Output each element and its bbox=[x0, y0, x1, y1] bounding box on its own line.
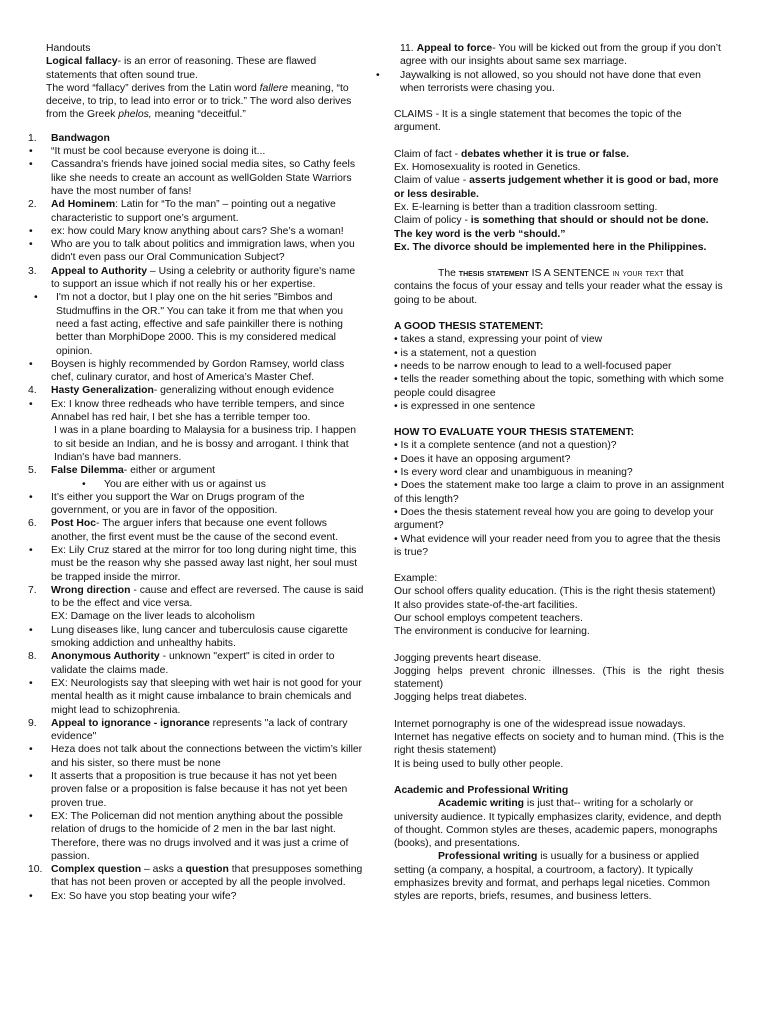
fallacy-title: Post Hoc bbox=[51, 518, 97, 530]
item-number: 3. bbox=[28, 265, 37, 277]
good-thesis-heading: A GOOD THESIS STATEMENT: bbox=[394, 321, 544, 333]
good-thesis-item: • takes a stand, expressing your point of view bbox=[394, 334, 603, 346]
bullet-icon: • bbox=[29, 159, 33, 171]
text: The bbox=[438, 268, 459, 280]
bullet-text: “It must be cool because everyone is doing it... bbox=[51, 146, 266, 158]
example-label: Example: bbox=[394, 573, 438, 585]
claim-label: Claim of value - bbox=[394, 175, 470, 187]
fallacy-definition: represents "a lack of contrary evidence" bbox=[51, 717, 348, 743]
fallacy-definition: - generalizing without enough evidence bbox=[153, 385, 335, 397]
fallacy-item-3 bbox=[28, 265, 365, 292]
fallacy-definition: - cause and effect are reversed. The cause is said to be the effect and vice versa. bbox=[51, 584, 364, 610]
claims-definition: CLAIMS - It is a single statement that becomes the topic of the argument. bbox=[394, 109, 682, 134]
bullet-text: Boysen is highly recommended by Gordon Ramsey, world class chef, culinary curator, and host of America’s Master Chef. bbox=[51, 358, 345, 384]
bullet-text: Lung diseases like, lung cancer and tuberculosis cause cigarette smoking addiction and unhealthy habits. bbox=[51, 624, 348, 650]
evaluate-item: • Does the thesis statement reveal how you are going to develop your argument? bbox=[394, 506, 714, 532]
academic-professional-heading: Academic and Professional Writing bbox=[394, 784, 569, 796]
fallacy-item-8 bbox=[28, 650, 365, 677]
bullet-icon: • bbox=[29, 358, 33, 370]
term: Logical fallacy bbox=[46, 56, 118, 68]
item-number: 4. bbox=[28, 385, 37, 397]
text: that contains the focus of your essay and tells your reader what the essay is going to be about. bbox=[394, 268, 723, 306]
bullet-item bbox=[28, 677, 365, 717]
logical-fallacy-definition bbox=[28, 55, 365, 82]
bullet-item bbox=[28, 624, 365, 651]
item-number: 8. bbox=[28, 651, 37, 663]
fallacy-title: Appeal to force bbox=[416, 43, 493, 54]
fallacy-title: Wrong direction bbox=[51, 584, 131, 596]
bullet-icon: • bbox=[29, 146, 33, 158]
academic-writing-paragraph bbox=[394, 797, 724, 850]
claim-of-fact-example: Ex. Homosexuality is rooted in Genetics. bbox=[394, 162, 581, 174]
example-line: It also provides state-of-the-art facilities. bbox=[394, 599, 578, 611]
fallacy-definition: - either or argument bbox=[123, 465, 216, 477]
fallacy-title: False Dilemma bbox=[51, 465, 124, 477]
example-line: Our school offers quality education. (This is the right thesis statement) bbox=[394, 586, 716, 598]
fallacy-item-10 bbox=[28, 863, 365, 890]
fallacy-item-7 bbox=[28, 584, 365, 611]
handouts-heading: Handouts bbox=[46, 43, 91, 54]
definition-text: - is an error of reasoning. These are flawed statements that often sound true. bbox=[46, 56, 317, 81]
bullet-item bbox=[28, 544, 365, 584]
bullet-text: I'm not a doctor, but I play one on the hit series "Bimbos and Studmuffins in the OR." You can take it from me that when you need a fast acting, effective and safe painkiller there is nothing better than MorphiDope 2000. This is my considered medical opinion. bbox=[56, 292, 344, 357]
bullet-item bbox=[28, 158, 365, 198]
bullet-text: Jaywalking is not allowed, so you should not have done that even when terrorists were chasing you. bbox=[400, 69, 701, 94]
good-thesis-item: • needs to be narrow enough to lead to a well-focused paper bbox=[394, 360, 672, 372]
bullet-item bbox=[376, 69, 724, 96]
evaluate-item: • Is it a complete sentence (and not a question)? bbox=[394, 440, 617, 452]
bullet-text: It’s either you support the War on Drugs program of the government, or you are in favor of the opposition. bbox=[51, 491, 305, 517]
bullet-icon: • bbox=[29, 544, 33, 556]
claim-description: asserts judgement whether it is good or bad, more or less desirable. bbox=[394, 175, 719, 200]
good-thesis-item: • tells the reader something about the topic, something with which some people could disagree bbox=[394, 374, 724, 399]
fallacy-item-1 bbox=[28, 132, 365, 145]
left-column bbox=[28, 42, 365, 903]
text: in your text bbox=[612, 268, 664, 280]
text: The word “fallacy” derives from the Latin word bbox=[46, 82, 260, 94]
fallacy-definition: - The arguer infers that because one event follows another, the first event must be the cause of the second event. bbox=[51, 518, 339, 543]
bullet-icon: • bbox=[34, 292, 38, 304]
fallacy-etymology bbox=[28, 82, 365, 122]
fallacy-definition: that presupposes something that has not been proven or accepted by all the people involved. bbox=[51, 864, 363, 889]
item-number: 5. bbox=[28, 465, 37, 477]
example-line: The environment is conducive for learning. bbox=[394, 626, 590, 638]
claim-of-value-example: Ex. E-learning is better than a tradition classroom setting. bbox=[394, 201, 658, 213]
thesis-statement-definition bbox=[394, 267, 724, 307]
text: IS A SENTENCE bbox=[528, 268, 613, 280]
item-number: 7. bbox=[28, 584, 37, 596]
bullet-text: Heza does not talk about the connections between the victim’s killer and his sister, so there must be none bbox=[51, 744, 363, 769]
bullet-item bbox=[28, 358, 365, 385]
bullet-item bbox=[28, 491, 365, 518]
bullet-text: EX: Neurologists say that sleeping with wet hair is not good for your mental health as it might cause imbalance to brain chemicals and might lead to schizophrenia. bbox=[51, 677, 362, 716]
claim-of-value bbox=[394, 174, 724, 201]
bullet-icon: • bbox=[29, 890, 33, 902]
text: meaning “deceitful.” bbox=[151, 109, 246, 121]
fallacy-definition: - You will be kicked out from the group if you don’t agree with our insights about same sex marriage. bbox=[400, 43, 721, 68]
bullet-text: You are either with us or against us bbox=[104, 478, 266, 490]
fallacy-title: Appeal to ignorance - ignorance bbox=[51, 717, 210, 729]
bullet-item bbox=[28, 398, 365, 425]
fallacy-item-11 bbox=[394, 42, 724, 69]
term: Academic writing bbox=[438, 798, 525, 810]
text: meaning, “to deceive, to trip, to lead into error or to trick.” The word also derives from the Greek bbox=[46, 82, 352, 121]
bullet-text: Cassandra's friends have joined social media sites, so Cathy feels like she needs to create an account as wellGolden State Warriors have the most number of fans! bbox=[51, 159, 356, 197]
term: thesis statement bbox=[458, 268, 529, 280]
item-number: 9. bbox=[28, 717, 37, 729]
example-line: Jogging prevents heart disease. bbox=[394, 652, 542, 664]
professional-writing-paragraph bbox=[394, 850, 724, 903]
claim-label: Claim of fact - bbox=[394, 148, 461, 160]
good-thesis-item: • is a statement, not a question bbox=[394, 347, 537, 359]
bullet-icon: • bbox=[29, 810, 33, 822]
definition-text: is just that-- writing for a scholarly or university audience. It typically emphasizes clarity, evidence, and depth of thought. Common styles are theses, academic papers, monographs (books), and presentations. bbox=[394, 798, 722, 850]
term: Professional writing bbox=[438, 851, 538, 863]
fallacy-title: Anonymous Authority bbox=[51, 651, 160, 663]
bullet-text: Ex: So have you stop beating your wife? bbox=[51, 890, 237, 902]
fallacy-definition: - unknown "expert" is cited in order to validate the claims made. bbox=[51, 651, 335, 676]
fallacy-item-6 bbox=[28, 517, 365, 544]
bullet-icon: • bbox=[29, 677, 33, 689]
bullet-icon: • bbox=[29, 225, 33, 237]
bullet-icon: • bbox=[29, 771, 33, 783]
bullet-icon: • bbox=[29, 239, 33, 251]
fallacy-title: Appeal to Authority bbox=[51, 265, 148, 277]
example-line: Jogging helps treat diabetes. bbox=[394, 692, 527, 704]
item-number: 6. bbox=[28, 518, 37, 530]
bullet-text: Ex: I know three redheads who have terrible tempers, and since Annabel has red hair, I bet she has a terrible temper too. bbox=[51, 398, 345, 424]
bullet-item bbox=[28, 238, 365, 265]
bullet-item bbox=[28, 478, 365, 491]
claim-of-policy bbox=[394, 214, 724, 241]
definition-text: is usually for a business or applied setting (a company, a hospital, a courtroom, a factory). It typically emphasizes brevity and format, and perhaps legal niceties. Common styles are reports, briefs, resumes, and business letters. bbox=[394, 851, 710, 903]
bullet-text: Ex: Lily Cruz stared at the mirror for too long during night time, this must be the reason why she passed away last night, her soul must be trapped inside the mirror. bbox=[51, 544, 358, 583]
fallacy-title: Ad Hominem bbox=[51, 199, 116, 211]
item-number: 1. bbox=[28, 132, 37, 144]
claim-description: is something that should or should not be done. The key word is the verb “should.” bbox=[394, 215, 709, 240]
fallacy-title: Hasty Generalization bbox=[51, 385, 154, 397]
example-line: Internet pornography is one of the widespread issue nowadays. bbox=[394, 718, 686, 730]
claim-of-fact bbox=[394, 148, 724, 161]
fallacy-item-5 bbox=[28, 464, 365, 477]
evaluate-item: • Does it have an opposing argument? bbox=[394, 453, 571, 465]
item-number: 2. bbox=[28, 199, 37, 211]
fallacy-item-9 bbox=[28, 717, 365, 744]
evaluate-item: • What evidence will your reader need from you to agree that the thesis is true? bbox=[394, 533, 721, 558]
bullet-icon: • bbox=[29, 624, 33, 636]
evaluate-thesis-heading: HOW TO EVALUATE YOUR THESIS STATEMENT: bbox=[394, 427, 635, 439]
example-line: It is being used to bully other people. bbox=[394, 758, 564, 770]
bullet-icon: • bbox=[376, 69, 380, 81]
bullet-item bbox=[28, 810, 365, 863]
bullet-item bbox=[28, 743, 365, 770]
bullet-icon: • bbox=[29, 491, 33, 503]
bullet-icon: • bbox=[29, 744, 33, 756]
example-line: Internet has negative effects on society and to human mind. (This is the right thesis statement) bbox=[394, 732, 724, 757]
claim-label: Claim of policy - bbox=[394, 215, 471, 227]
item-number: 11. bbox=[400, 43, 414, 54]
fallacy-title: Complex question bbox=[51, 864, 142, 876]
example-continuation: I was in a plane boarding to Malaysia for a business trip. I happen to sit beside an Indian, and he is bossy and arrogant. I think that Indian's have bad manners. bbox=[54, 425, 357, 463]
evaluate-item: • Does the statement make too large a claim to prove in an assignment of this length? bbox=[394, 480, 724, 505]
fallacy-item-2 bbox=[28, 198, 365, 225]
bullet-icon: • bbox=[82, 478, 86, 490]
right-column bbox=[376, 42, 724, 904]
item-number: 10. bbox=[28, 864, 43, 876]
example-line: Jogging helps prevent chronic illnesses. (This is the right thesis statement) bbox=[394, 665, 724, 691]
example-line: Our school employs competent teachers. bbox=[394, 612, 583, 624]
fallacy-definition: – Using a celebrity or authority figure's name to support an issue which if not really his or her expertise. bbox=[51, 265, 356, 291]
bullet-text: Who are you to talk about politics and immigration laws, when you didn't even pass our Oral Communication Subject? bbox=[51, 239, 355, 264]
example-text: EX: Damage on the liver leads to alcoholism bbox=[51, 611, 255, 623]
claim-description: debates whether it is true or false. bbox=[460, 148, 630, 160]
greek-word: phelos, bbox=[118, 109, 152, 121]
claim-of-policy-example: Ex. The divorce should be implemented here in the Philippines. bbox=[394, 241, 707, 253]
good-thesis-item: • is expressed in one sentence bbox=[394, 400, 536, 412]
fallacy-definition: : Latin for “To the man” – pointing out a negative characteristic to support one’s argument. bbox=[51, 199, 336, 224]
bullet-item bbox=[28, 225, 365, 238]
bullet-item bbox=[28, 890, 365, 903]
bullet-item bbox=[28, 145, 365, 158]
fallacy-item-4 bbox=[28, 384, 365, 397]
bold-word: question bbox=[185, 864, 229, 876]
fallacy-definition: – asks a bbox=[141, 864, 186, 876]
bullet-text: It asserts that a proposition is true because it has not yet been proven false or a proposition is false because it has not yet been proven true. bbox=[51, 771, 348, 809]
evaluate-item: • Is every word clear and unambiguous in meaning? bbox=[394, 467, 633, 479]
fallacy-title: Bandwagon bbox=[51, 132, 110, 144]
bullet-text: ex: how could Mary know anything about cars? She’s a woman! bbox=[51, 225, 344, 237]
bullet-text: EX: The Policeman did not mention anything about the possible relation of drugs to the homicide of 2 men in the bar last night. Therefore, there was no drugs involved and it was just a crime of passion. bbox=[51, 810, 349, 862]
bullet-icon: • bbox=[29, 398, 33, 410]
bullet-item bbox=[28, 291, 365, 357]
bullet-item bbox=[28, 770, 365, 810]
latin-word: fallere bbox=[259, 82, 288, 94]
